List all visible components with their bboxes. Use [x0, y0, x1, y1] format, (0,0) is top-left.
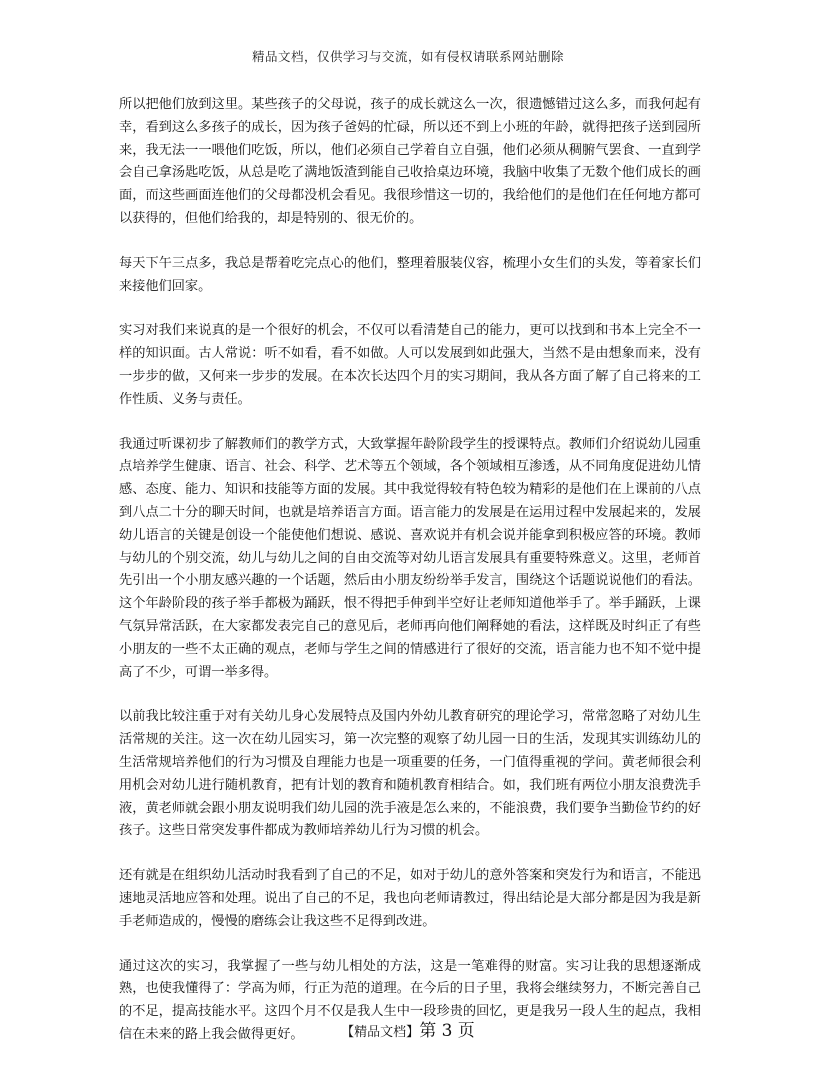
page-header: 精品文档，仅供学习与交流，如有侵权请联系网站删除 — [251, 49, 564, 64]
paragraph-2: 每天下午三点多，我总是帮着吃完点心的他们，整理着服装仪容，梳理小女生们的头发，等着家长们来接他们回家。 — [119, 255, 701, 294]
paragraph-3: 实习对我们来说真的是一个很好的机会，不仅可以看清楚自己的能力，更可以找到和书本上完全不一样的知识面。古人常说：听不如看，看不如做。人可以发展到如此强大，当然不是由想象而来，没有一步步的做，又何来一步步的发展。在本次长达四个月的实习期间，我从各方面了解了自己将来的工作性质、义务与责任。 — [119, 323, 701, 407]
page-footer — [0, 1016, 816, 1041]
footer-tag: 【精品文档】 — [341, 1025, 420, 1040]
paragraph-4: 我通过听课初步了解教师们的教学方式，大致掌握年龄阶段学生的授课特点。教师们介绍说幼儿园重点培养学生健康、语言、社会、科学、艺术等五个领域，各个领域相互渗透，从不同角度促进幼儿情感、态度、能力、知识和技能等方面的发展。其中我觉得较有特色较为精彩的是他们在上课前的八点到八点二十分的聊天时间，也就是培养语言方面。语言能力的发展是在运用过程中发展起来的，发展幼儿语言的关键是创设一个能使他们想说、感说、喜欢说并有机会说并能拿到积极应答的环境。教师与幼儿的个别交流，幼儿与幼儿之间的自由交流等对幼儿语言发展具有重要特殊意义。这里，老师首先引出一个小朋友感兴趣的一个话题，然后由小朋友纷纷举手发言，围绕这个话题说说他们的看法。这个年龄阶段的孩子举手都极为踊跃，恨不得把手伸到半空好让老师知道他举手了。举手踊跃，上课气氛异常活跃，在大家都发表完自己的意见后，老师再向他们阐释她的看法，这样既及时纠正了有些小朋友的一些不太正确的观点，老师与学生之间的情感进行了很好的交流，语言能力也不知不觉中提高了不少，可谓一举多得。 — [119, 436, 701, 680]
paragraph-6: 还有就是在组织幼儿活动时我看到了自己的不足，如对于幼儿的意外答案和突发行为和语言，不能迅速地灵活地应答和处理。说出了自己的不足，我也向老师请教过，得出结论是大部分都是因为我是新手老师造成的，慢慢的磨练会让我这些不足得到改进。 — [119, 868, 701, 929]
paragraph-7: 通过这次的实习，我掌握了一些与幼儿相处的方法，这是一笔难得的财富。实习让我的思想逐渐成熟，也使我懂得了：学高为师，行正为范的道理。在今后的日子里，我将会继续努力，不断完善自己的不足，提高技能水平。这四个月不仅是我人生中一段珍贵的回忆，更是我另一段人生的起点，我相信在未来的路上我会做得更好。 — [119, 958, 701, 1042]
paragraph-1: 所以把他们放到这里。某些孩子的父母说，孩子的成长就这么一次，很遗憾错过这么多，而我何起有幸，看到这么多孩子的成长，因为孩子爸妈的忙碌，所以还不到上小班的年龄，就得把孩子送到园所来，我无法一一喂他们吃饭，所以，他们必须自己学着自立自强，他们必须从稠腑气罢食、一直到学会自己拿汤匙吃饭，从总是吃了满地饭渣到能自己收拾桌边环境，我脑中收集了无数个他们成长的画面，而这些画面连他们的父母都没机会看见。我很珍惜这一切的，我给他们的是他们在任何地方都可以获得的，但他们给我的，却是特别的、很无价的。 — [119, 97, 701, 226]
paragraph-5: 以前我比较注重于对有关幼儿身心发展特点及国内外幼儿教育研究的理论学习，常常忽略了对幼儿生活常规的关注。这一次在幼儿园实习，第一次完整的观察了幼儿园一日的生活，发现其实训练幼儿的生活常规培养他们的行为习惯及自理能力也是一项重要的任务，一门值得重视的学问。黄老师很会利用机会对幼儿进行随机教育，把有计划的教育和随机教育相结合。如，我们班有两位小朋友浪费洗手液，黄老师就会跟小朋友说明我们幼儿园的洗手液是怎么来的，不能浪费，我们要争当勤俭节约的好孩子。这些日常突发事件都成为教师培养幼儿行为习惯的机会。 — [119, 709, 701, 839]
page-number: 第 3 页 — [419, 1021, 475, 1041]
document-body — [119, 94, 701, 1069]
